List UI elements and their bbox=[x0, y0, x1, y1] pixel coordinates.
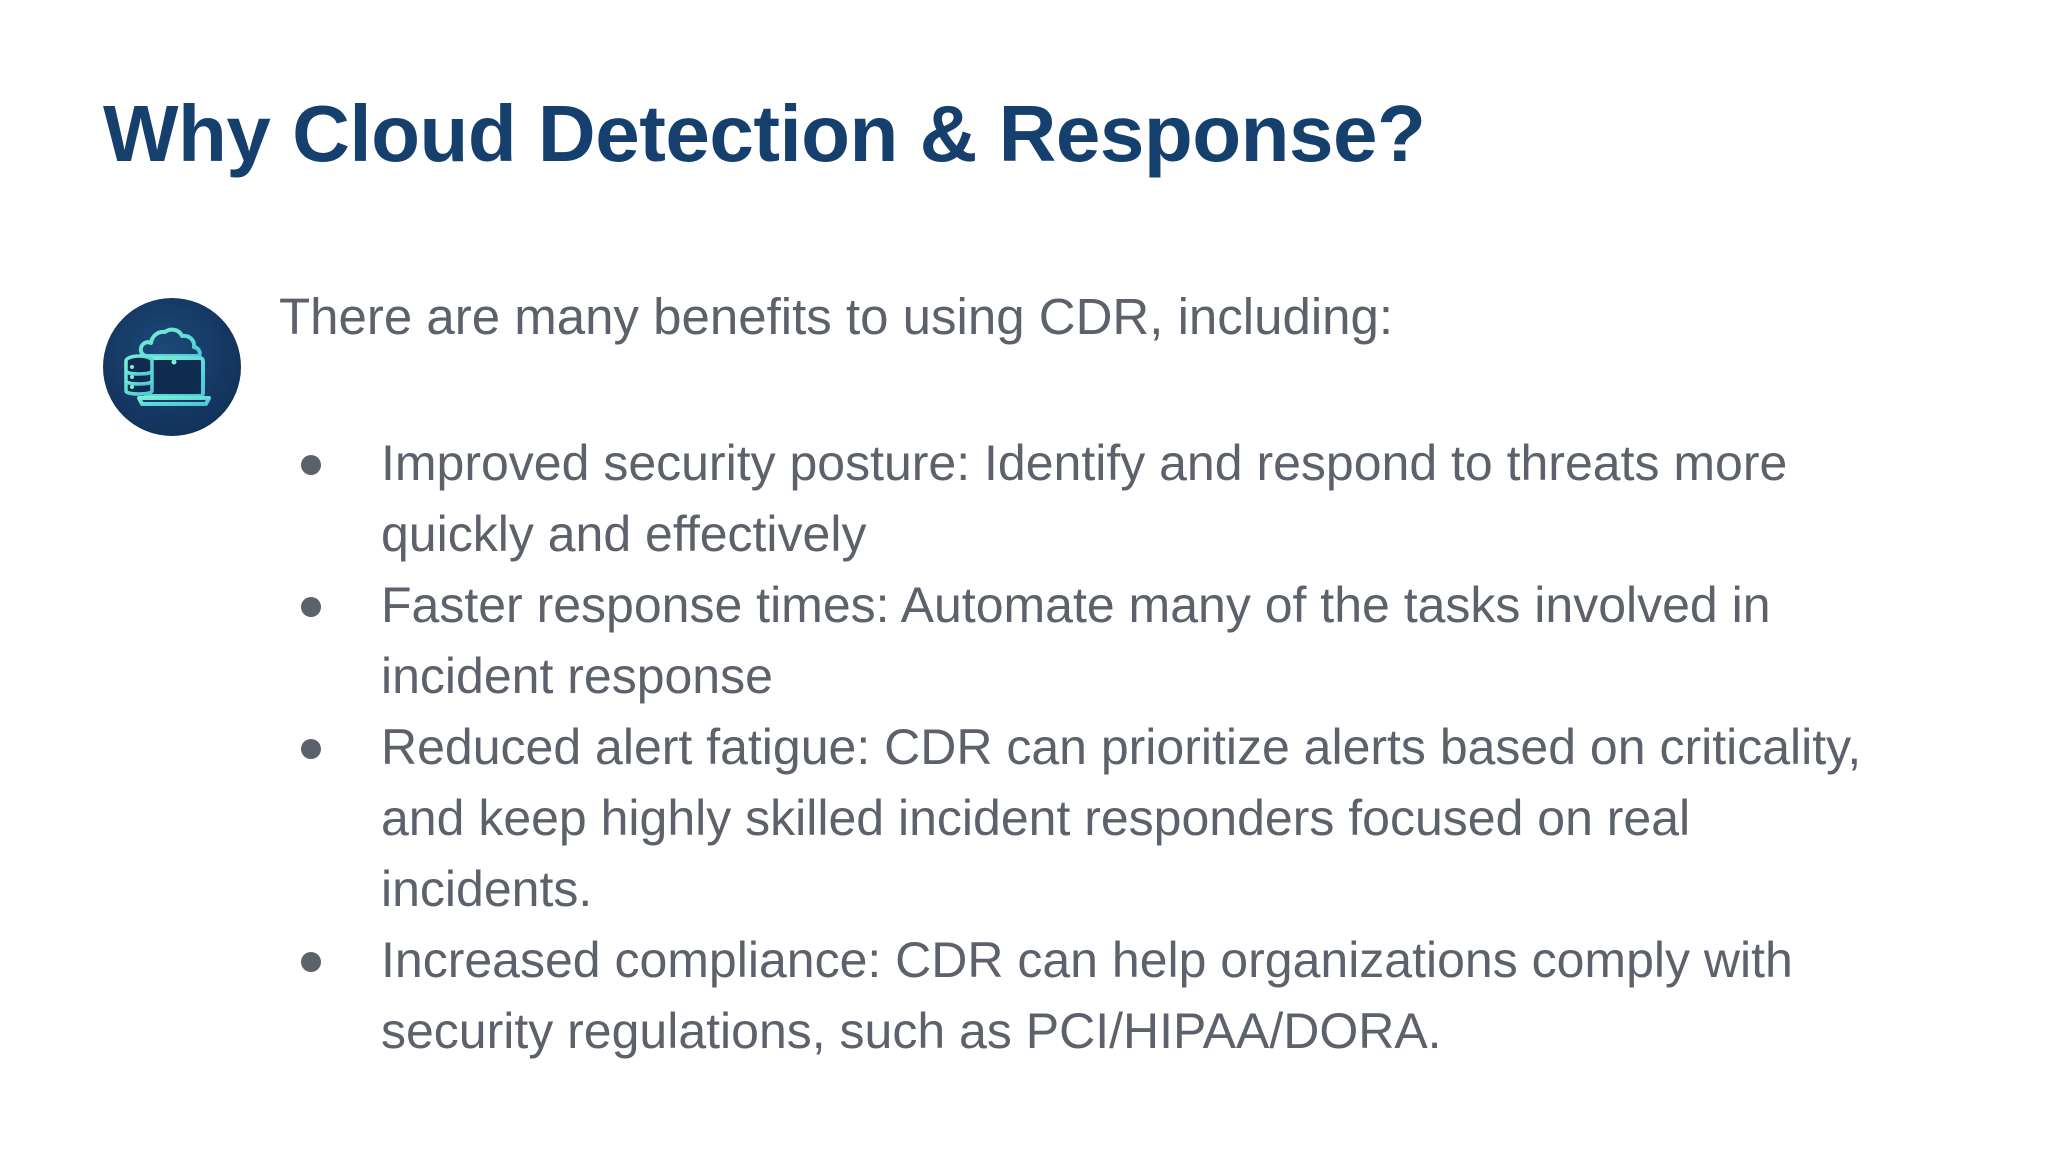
list-item-text: Reduced alert fatigue: CDR can prioritize alerts based on criticality, and keep highly skilled incident responders focused on real incidents. bbox=[381, 719, 1862, 917]
list-item-text: Faster response times: Automate many of the tasks involved in incident response bbox=[381, 577, 1771, 704]
intro-text: There are many benefits to using CDR, including: bbox=[279, 288, 1394, 345]
bullet-icon bbox=[301, 455, 321, 475]
list-item-text: Increased compliance: CDR can help organizations comply with security regulations, such as PCI/HIPAA/DORA. bbox=[381, 932, 1793, 1059]
list-item-text: Improved security posture: Identify and respond to threats more quickly and effectively bbox=[381, 435, 1788, 562]
bullet-icon bbox=[301, 952, 321, 972]
slide-title: Why Cloud Detection & Response? bbox=[103, 89, 1426, 178]
bullet-icon bbox=[301, 597, 321, 617]
cloud-database-laptop-icon bbox=[103, 298, 241, 436]
list-item bbox=[279, 570, 1899, 712]
list-item bbox=[279, 712, 1899, 925]
list-item bbox=[279, 428, 1899, 570]
list-item bbox=[279, 925, 1899, 1067]
benefits-list bbox=[279, 428, 1899, 1067]
bullet-icon bbox=[301, 739, 321, 759]
